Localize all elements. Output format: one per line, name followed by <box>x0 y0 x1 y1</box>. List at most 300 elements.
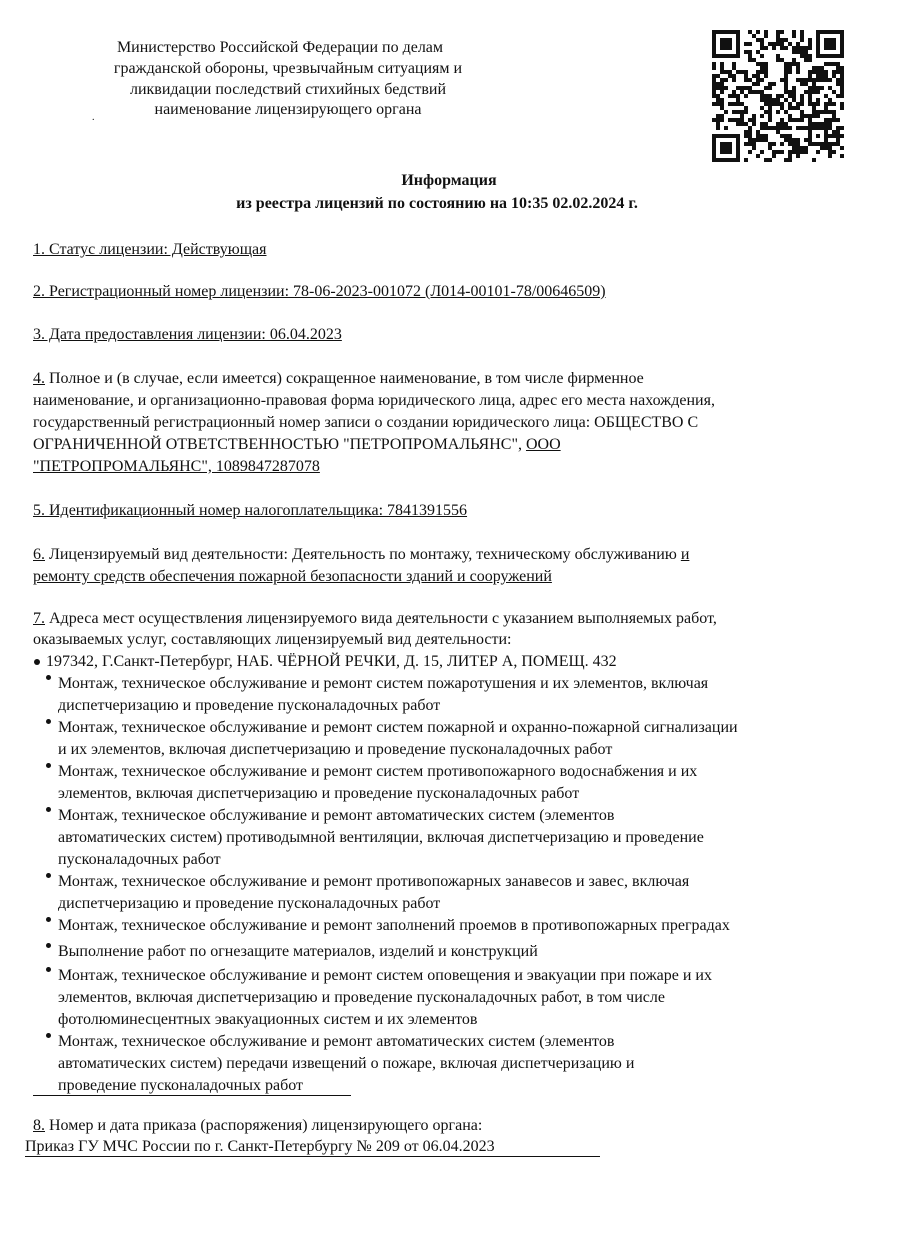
qr-module <box>784 158 788 162</box>
license-date: 3. Дата предоставления лицензии: 06.04.2023 <box>33 326 342 343</box>
qr-module <box>780 150 784 154</box>
qr-module <box>756 74 760 78</box>
qr-module <box>748 150 752 154</box>
qr-module <box>756 130 760 134</box>
qr-module <box>752 90 756 94</box>
qr-module <box>752 146 756 150</box>
work-item-line: и их элементов, включая диспетчеризацию и проведение пусконаладочных работ <box>58 741 613 758</box>
qr-module <box>828 86 832 90</box>
work-item-line: Монтаж, техническое обслуживание и ремонт систем противопожарного водоснабжения и их <box>58 763 698 780</box>
qr-module <box>816 98 820 102</box>
qr-module <box>804 126 808 130</box>
qr-module <box>784 122 788 126</box>
qr-module <box>744 70 748 74</box>
qr-module <box>760 138 764 142</box>
qr-module <box>776 30 780 34</box>
item-7-number: 7. <box>33 610 45 627</box>
qr-module <box>792 146 796 150</box>
qr-module <box>812 110 816 114</box>
qr-module <box>740 122 744 126</box>
qr-module <box>788 118 792 122</box>
qr-module <box>784 82 788 86</box>
qr-module <box>732 78 736 82</box>
qr-module <box>752 142 756 146</box>
qr-module <box>728 74 732 78</box>
qr-module <box>772 154 776 158</box>
qr-module <box>760 70 764 74</box>
order-label-line <box>33 1115 482 1137</box>
qr-module <box>808 90 812 94</box>
qr-module <box>768 126 772 130</box>
qr-module <box>804 114 808 118</box>
qr-module <box>820 122 824 126</box>
work-item-line: диспетчеризацию и проведение пусконаладочных работ <box>58 697 441 714</box>
work-bullet <box>46 967 51 972</box>
qr-module <box>784 66 788 70</box>
qr-module <box>796 138 800 142</box>
qr-module <box>796 42 800 46</box>
qr-module <box>732 90 736 94</box>
qr-module <box>748 86 752 90</box>
qr-module <box>764 138 768 142</box>
qr-module <box>800 54 804 58</box>
qr-module <box>804 150 808 154</box>
qr-module <box>724 78 728 82</box>
qr-module <box>760 90 764 94</box>
qr-module <box>764 30 768 34</box>
qr-module <box>800 126 804 130</box>
qr-module <box>804 82 808 86</box>
qr-module <box>752 82 756 86</box>
qr-module <box>780 42 784 46</box>
qr-module <box>740 114 744 118</box>
qr-module <box>808 78 812 82</box>
qr-module <box>784 86 788 90</box>
qr-module <box>732 102 736 106</box>
qr-module <box>812 66 816 70</box>
qr-module <box>808 46 812 50</box>
qr-module <box>788 154 792 158</box>
qr-module <box>780 118 784 122</box>
qr-module <box>832 110 836 114</box>
qr-module <box>744 86 748 90</box>
document-title: Информация <box>401 172 497 189</box>
work-bullet <box>46 719 51 724</box>
qr-module <box>768 110 772 114</box>
qr-module <box>772 46 776 50</box>
work-item-line: Монтаж, техническое обслуживание и ремонт систем пожарной и охранно-пожарной сигнализации <box>58 719 738 736</box>
qr-module <box>740 110 744 114</box>
qr-module <box>760 150 764 154</box>
qr-module <box>840 106 844 110</box>
registration-number: 2. Регистрационный номер лицензии: 78-06-2023-001072 (Л014-00101-78/00646509) <box>33 283 606 300</box>
qr-module <box>788 106 792 110</box>
order-label: Номер и дата приказа (распоряжения) лицензирующего органа: <box>45 1117 483 1134</box>
work-item-line: Монтаж, техническое обслуживание и ремонт систем оповещения и эвакуации при пожаре и их <box>58 967 712 984</box>
qr-module <box>776 102 780 106</box>
qr-module <box>816 102 820 106</box>
qr-module <box>816 86 820 90</box>
qr-module <box>828 154 832 158</box>
qr-module <box>840 146 844 150</box>
qr-module <box>748 30 752 34</box>
qr-module <box>800 50 804 54</box>
qr-module <box>840 94 844 98</box>
qr-module <box>792 58 796 62</box>
qr-module <box>816 90 820 94</box>
qr-module <box>812 78 816 82</box>
qr-module <box>824 74 828 78</box>
work-bullet <box>46 763 51 768</box>
qr-module <box>792 98 796 102</box>
qr-module <box>712 78 716 82</box>
qr-module <box>780 122 784 126</box>
qr-module <box>748 50 752 54</box>
authority-line-3: ликвидации последствий стихийных бедствий <box>129 81 447 98</box>
qr-module <box>804 90 808 94</box>
qr-module <box>800 30 804 34</box>
qr-module <box>720 114 724 118</box>
qr-finder-core <box>720 38 732 50</box>
dot-mark: . <box>92 112 95 123</box>
qr-module <box>808 54 812 58</box>
addresses-text: Адреса мест осуществления лицензируемого вида деятельности с указанием выполняемых работ, <box>45 610 717 627</box>
qr-module <box>728 102 732 106</box>
qr-module <box>740 86 744 90</box>
work-bullet <box>46 675 51 680</box>
qr-module <box>816 66 820 70</box>
qr-module <box>840 86 844 90</box>
qr-module <box>748 90 752 94</box>
qr-module <box>752 58 756 62</box>
qr-module <box>736 98 740 102</box>
qr-module <box>788 126 792 130</box>
qr-module <box>812 102 816 106</box>
qr-module <box>800 102 804 106</box>
item-6-number: 6. <box>33 546 45 563</box>
qr-module <box>752 118 756 122</box>
org-line-3: государственный регистрационный номер записи о создании юридического лица: ОБЩЕСТВО С <box>33 414 699 431</box>
qr-module <box>760 98 764 102</box>
qr-module <box>756 30 760 34</box>
qr-module <box>840 154 844 158</box>
qr-module <box>832 142 836 146</box>
qr-module <box>772 142 776 146</box>
qr-module <box>716 126 720 130</box>
qr-module <box>784 126 788 130</box>
qr-module <box>748 134 752 138</box>
qr-module <box>840 82 844 86</box>
qr-module <box>812 90 816 94</box>
qr-module <box>836 66 840 70</box>
qr-module <box>732 110 736 114</box>
qr-module <box>796 78 800 82</box>
address: 197342, Г.Санкт-Петербург, НАБ. ЧЁРНОЙ РЕЧКИ, Д. 15, ЛИТЕР А, ПОМЕЩ. 432 <box>46 653 617 670</box>
qr-module <box>768 102 772 106</box>
qr-module <box>800 98 804 102</box>
qr-module <box>788 150 792 154</box>
qr-module <box>836 130 840 134</box>
org-short-form: ООО <box>525 436 561 453</box>
qr-module <box>744 142 748 146</box>
qr-module <box>736 118 740 122</box>
qr-module <box>836 134 840 138</box>
qr-module <box>744 106 748 110</box>
qr-module <box>836 62 840 66</box>
qr-module <box>776 150 780 154</box>
qr-module <box>828 98 832 102</box>
qr-module <box>820 70 824 74</box>
qr-module <box>756 154 760 158</box>
qr-module <box>812 82 816 86</box>
qr-module <box>776 110 780 114</box>
qr-module <box>776 54 780 58</box>
qr-module <box>836 78 840 82</box>
qr-module <box>760 134 764 138</box>
qr-module <box>772 42 776 46</box>
qr-module <box>800 38 804 42</box>
qr-module <box>808 122 812 126</box>
qr-module <box>788 90 792 94</box>
qr-module <box>816 78 820 82</box>
qr-module <box>744 110 748 114</box>
qr-module <box>768 142 772 146</box>
qr-module <box>840 90 844 94</box>
qr-module <box>740 70 744 74</box>
order-value: Приказ ГУ МЧС России по г. Санкт-Петербургу № 209 от 06.04.2023 <box>25 1138 495 1155</box>
qr-module <box>764 98 768 102</box>
qr-module <box>712 118 716 122</box>
qr-module <box>828 142 832 146</box>
qr-module <box>784 90 788 94</box>
authority-line-1: Министерство Российской Федерации по делам <box>116 39 444 56</box>
qr-module <box>764 126 768 130</box>
qr-module <box>748 58 752 62</box>
qr-module <box>724 86 728 90</box>
qr-module <box>756 90 760 94</box>
qr-module <box>816 150 820 154</box>
qr-module <box>752 138 756 142</box>
qr-module <box>788 158 792 162</box>
qr-module <box>788 102 792 106</box>
qr-module <box>784 134 788 138</box>
qr-module <box>828 78 832 82</box>
qr-module <box>712 62 716 66</box>
qr-module <box>832 150 836 154</box>
org-short-name-ogrn: "ПЕТРОПРОМАЛЬЯНС", 1089847287078 <box>33 458 320 475</box>
qr-module <box>808 70 812 74</box>
qr-module <box>804 146 808 150</box>
qr-module <box>832 114 836 118</box>
qr-module <box>744 50 748 54</box>
qr-finder-core <box>720 142 732 154</box>
qr-module <box>712 90 716 94</box>
qr-module <box>792 86 796 90</box>
qr-module <box>816 122 820 126</box>
work-item-line: Монтаж, техническое обслуживание и ремонт противопожарных занавесов и завес, включая <box>58 873 690 890</box>
qr-module <box>712 82 716 86</box>
qr-module <box>756 38 760 42</box>
qr-module <box>840 134 844 138</box>
qr-module <box>760 94 764 98</box>
qr-module <box>836 138 840 142</box>
qr-module <box>792 142 796 146</box>
qr-module <box>824 94 828 98</box>
qr-align-core <box>816 134 820 138</box>
qr-module <box>776 58 780 62</box>
qr-module <box>812 122 816 126</box>
qr-module <box>760 46 764 50</box>
qr-module <box>764 110 768 114</box>
qr-module <box>832 102 836 106</box>
qr-module <box>780 38 784 42</box>
qr-module <box>744 158 748 162</box>
qr-module <box>832 62 836 66</box>
qr-module <box>832 70 836 74</box>
qr-module <box>808 42 812 46</box>
qr-module <box>808 102 812 106</box>
qr-code-icon <box>712 30 844 162</box>
qr-module <box>800 46 804 50</box>
qr-module <box>744 78 748 82</box>
qr-module <box>752 114 756 118</box>
qr-module <box>716 102 720 106</box>
qr-module <box>796 118 800 122</box>
org-full-name: ОГРАНИЧЕННОЙ ОТВЕТСТВЕННОСТЬЮ "ПЕТРОПРОМАЛЬЯНС", <box>33 436 526 453</box>
qr-module <box>808 94 812 98</box>
qr-module <box>780 30 784 34</box>
qr-module <box>764 102 768 106</box>
qr-module <box>828 102 832 106</box>
qr-module <box>820 78 824 82</box>
qr-module <box>768 158 772 162</box>
qr-module <box>776 98 780 102</box>
qr-module <box>736 70 740 74</box>
qr-module <box>720 98 724 102</box>
qr-module <box>732 118 736 122</box>
qr-module <box>804 138 808 142</box>
org-line-1: Полное и (в случае, если имеется) сокращенное наименование, в том числе фирменное <box>45 370 644 387</box>
qr-module <box>756 78 760 82</box>
qr-module <box>796 142 800 146</box>
qr-module <box>828 150 832 154</box>
qr-module <box>772 82 776 86</box>
authority-line-2: гражданской обороны, чрезвычайным ситуациям и <box>113 60 463 77</box>
qr-module <box>764 70 768 74</box>
qr-module <box>728 118 732 122</box>
work-bullet <box>46 917 51 922</box>
qr-module <box>824 146 828 150</box>
qr-module <box>784 46 788 50</box>
work-bullet <box>46 1033 51 1038</box>
qr-module <box>828 146 832 150</box>
qr-module <box>768 146 772 150</box>
qr-module <box>712 66 716 70</box>
qr-module <box>720 106 724 110</box>
qr-module <box>780 58 784 62</box>
qr-module <box>788 142 792 146</box>
qr-module <box>796 126 800 130</box>
qr-module <box>768 98 772 102</box>
qr-module <box>812 106 816 110</box>
activity-and: и <box>680 546 690 563</box>
qr-module <box>772 102 776 106</box>
work-item-line: диспетчеризацию и проведение пусконаладочных работ <box>58 895 441 912</box>
qr-module <box>752 122 756 126</box>
qr-module <box>760 126 764 130</box>
qr-module <box>752 74 756 78</box>
qr-module <box>744 134 748 138</box>
qr-module <box>788 70 792 74</box>
qr-module <box>780 94 784 98</box>
qr-module <box>788 62 792 66</box>
org-line-4 <box>33 434 561 456</box>
qr-module <box>732 94 736 98</box>
qr-module <box>712 102 716 106</box>
qr-module <box>840 66 844 70</box>
qr-module <box>712 86 716 90</box>
activity-line-2: ремонту средств обеспечения пожарной безопасности зданий и сооружений <box>33 568 552 585</box>
qr-module <box>776 38 780 42</box>
qr-module <box>764 94 768 98</box>
qr-module <box>796 154 800 158</box>
qr-module <box>748 54 752 58</box>
qr-module <box>812 86 816 90</box>
qr-module <box>784 62 788 66</box>
qr-module <box>768 82 772 86</box>
qr-module <box>760 62 764 66</box>
qr-module <box>720 86 724 90</box>
addresses-line-1 <box>33 608 717 630</box>
qr-module <box>716 86 720 90</box>
qr-module <box>716 118 720 122</box>
qr-module <box>784 110 788 114</box>
qr-module <box>796 66 800 70</box>
qr-module <box>760 106 764 110</box>
qr-module <box>780 142 784 146</box>
work-item-line: элементов, включая диспетчеризацию и проведение пусконаладочных работ, в том числе <box>58 989 665 1006</box>
qr-module <box>824 62 828 66</box>
qr-module <box>804 46 808 50</box>
qr-module <box>824 122 828 126</box>
qr-module <box>832 74 836 78</box>
qr-module <box>808 74 812 78</box>
work-item-line: Монтаж, техническое обслуживание и ремонт автоматических систем (элементов <box>58 807 615 824</box>
qr-module <box>716 94 720 98</box>
qr-module <box>792 90 796 94</box>
qr-module <box>760 66 764 70</box>
qr-module <box>780 126 784 130</box>
work-item-line: Выполнение работ по огнезащите материалов, изделий и конструкций <box>58 943 538 960</box>
qr-module <box>732 74 736 78</box>
qr-module <box>824 106 828 110</box>
qr-module <box>840 74 844 78</box>
qr-module <box>792 46 796 50</box>
qr-module <box>840 126 844 130</box>
inn: 5. Идентификационный номер налогоплательщика: 7841391556 <box>33 502 468 519</box>
qr-module <box>828 126 832 130</box>
qr-module <box>736 122 740 126</box>
qr-module <box>796 62 800 66</box>
work-bullet <box>46 807 51 812</box>
qr-module <box>776 130 780 134</box>
qr-module <box>800 146 804 150</box>
qr-module <box>804 58 808 62</box>
qr-module <box>808 58 812 62</box>
qr-module <box>768 86 772 90</box>
qr-module <box>768 114 772 118</box>
qr-module <box>808 38 812 42</box>
